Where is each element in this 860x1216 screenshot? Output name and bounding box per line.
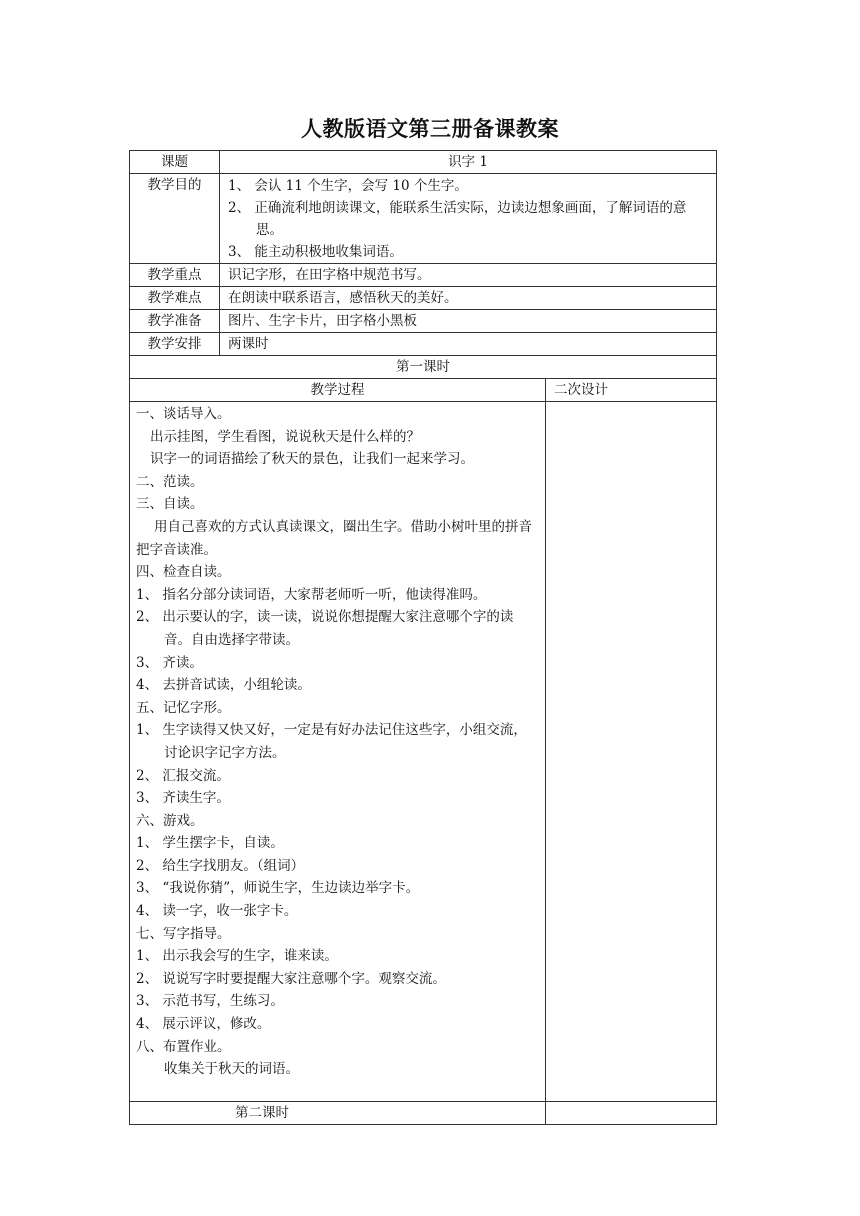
topic-label: 课题 [130,151,220,174]
page-title: 人教版语文第三册备课教案 [301,117,559,141]
focus-label: 教学重点 [130,264,220,287]
step-item: 2、 汇报交流。 [136,767,230,784]
prep-value: 图片、生字卡片，田字格小黑板 [220,310,717,333]
step-item: 2、 给生字找朋友。（组词） [136,857,305,874]
step-heading: 六、游戏。 [136,812,204,829]
difficulty-label: 教学难点 [130,287,220,310]
step-heading: 八、布置作业。 [136,1038,231,1055]
step-heading: 一、谈话导入。 [136,406,231,422]
step-text: 出示挂图，学生看图，说说秋天是什么样的？ [150,428,420,445]
step-item: 4、 读一字，收一张字卡。 [136,903,298,920]
difficulty-row [130,287,717,310]
lesson1-header: 第一课时 [130,356,717,379]
step-text: 收集关于秋天的词语。 [164,1061,299,1078]
goal-item: 3、 能主动积极地收集词语。 [228,244,403,260]
goals-label: 教学目的 [130,174,220,264]
step-item: 3、 “我说你猜”，师说生字，生边读边举字卡。 [136,880,420,897]
step-heading: 五、记忆字形。 [136,699,231,716]
step-item: 3、 齐读生字。 [136,790,230,807]
step-text: 用自己喜欢的方式认真读课文，圈出生字。借助小树叶里的拼音把字音读准。 [136,518,532,558]
process-content [130,402,546,1102]
lesson2-redesign [546,1102,717,1125]
schedule-value: 两课时 [220,333,717,356]
focus-value: 识记字形，在田字格中规范书写。 [220,264,717,287]
step-item: 2、 说说写字时要提醒大家注意哪个字。观察交流。 [136,970,446,987]
step-item: 1、 出示我会写的生字，谁来读。 [136,948,338,965]
lesson1-header-row [130,356,717,379]
process-header-row [130,379,717,402]
process-row [130,402,717,1102]
lesson2-label: 第二课时 [235,1105,289,1121]
step-heading: 七、写字指导。 [136,925,231,942]
step-item: 1、 生字读得又快又好，一定是有好办法记住这些字，小组交流，讨论识字记字方法。 [136,722,527,761]
focus-row [130,264,717,287]
lesson2-header-row [130,1102,717,1125]
topic-value: 识字 1 [220,151,717,174]
difficulty-value: 在朗读中联系语言，感悟秋天的美好。 [220,287,717,310]
step-heading: 三、自读。 [136,496,204,513]
step-item: 4、 去拼音试读，小组轮读。 [136,677,311,694]
step-heading: 二、范读。 [136,473,204,490]
step-item: 4、 展示评议，修改。 [136,1016,271,1033]
prep-row [130,310,717,333]
lesson2-header [130,1102,546,1125]
process-header: 教学过程 [130,379,546,402]
step-heading: 四、检查自读。 [136,564,231,581]
redesign-content [546,402,717,1102]
goals-row [130,174,717,264]
step-item: 1、 学生摆字卡，自读。 [136,835,284,852]
goal-item: 2、 正确流利地朗读课文，能联系生活实际，边读边想象画面，了解词语的意思。 [228,200,687,238]
goal-item: 1、 会认 11 个生字，会写 10 个生字。 [228,178,468,194]
redesign-header: 二次设计 [546,379,717,402]
topic-row [130,151,717,174]
step-item: 2、 出示要认的字，读一读，说说你想提醒大家注意哪个字的读音。自由选择字带读。 [136,609,514,648]
step-item: 3、 示范书写，生练习。 [136,993,284,1010]
schedule-label: 教学安排 [130,333,220,356]
prep-label: 教学准备 [130,310,220,333]
schedule-row [130,333,717,356]
lesson-plan-table [129,150,717,1125]
step-text: 识字一的词语描绘了秋天的景色，让我们一起来学习。 [150,451,474,468]
step-item: 1、 指名分部分读词语，大家帮老师听一听，他读得准吗。 [136,586,487,603]
step-item: 3、 齐读。 [136,654,203,671]
